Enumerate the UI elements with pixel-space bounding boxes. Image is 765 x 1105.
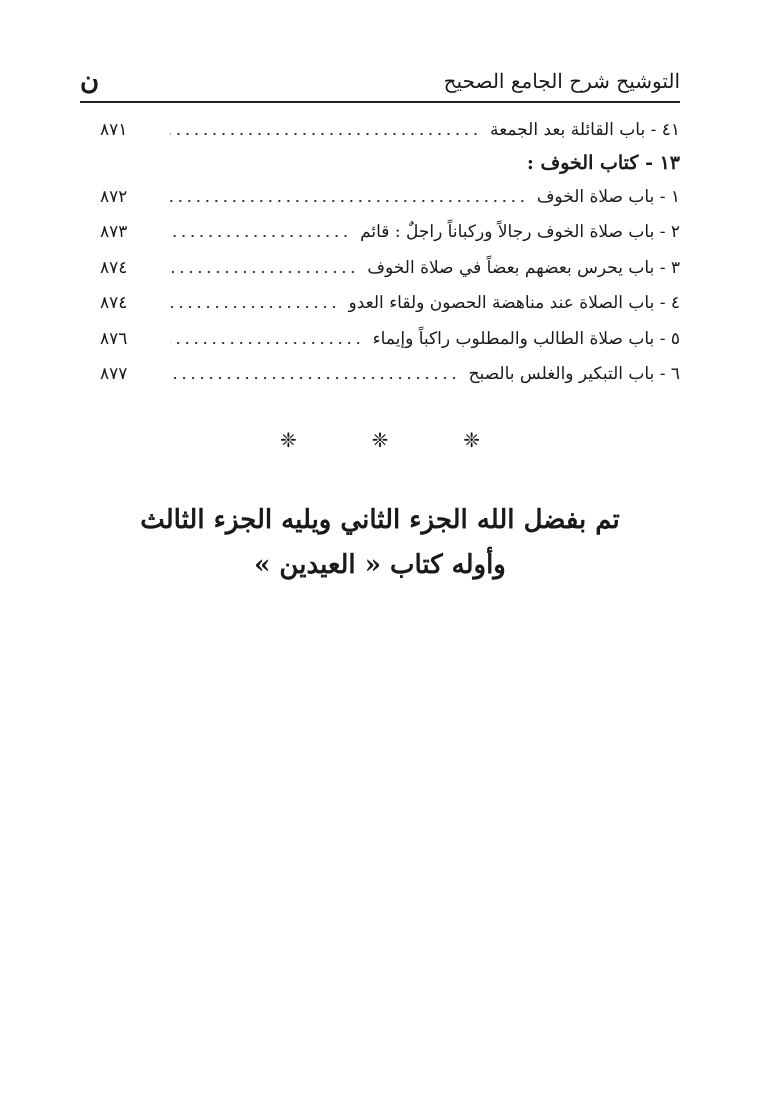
- toc-entry-page: ٨٧٤: [100, 293, 128, 313]
- dot-leader: [170, 217, 350, 247]
- toc-entry-label: ٥ - باب صلاة الطالب والمطلوب راكباً وإيماء: [372, 329, 680, 349]
- asterism-icon: ❈: [280, 428, 297, 452]
- asterism-icon: ❈: [463, 428, 480, 452]
- page-number-letter: ن: [80, 66, 100, 96]
- toc-entry-page: ٨٧٣: [100, 222, 128, 242]
- dot-leader: [170, 182, 527, 212]
- closing-line-2: وأوله كتاب « العيدين »: [254, 550, 506, 580]
- toc-entry-page: ٨٧٧: [100, 364, 128, 384]
- dot-leader: [170, 288, 339, 318]
- toc-entry-label: ٤ - باب الصلاة عند مناهضة الحصون ولقاء العدو: [348, 293, 680, 313]
- asterism-icon: ❈: [371, 428, 389, 452]
- toc-entry-page: ٨٧١: [100, 120, 128, 140]
- toc-entry: [100, 115, 680, 145]
- dot-leader: [170, 115, 480, 145]
- toc-entry: [100, 359, 680, 389]
- dot-leader: [170, 359, 459, 389]
- toc-entry: [100, 324, 680, 354]
- toc-entry: [100, 253, 680, 283]
- header-rule: [80, 101, 680, 103]
- toc-entry: [100, 182, 680, 212]
- running-title: التوشيح شرح الجامع الصحيح: [443, 69, 680, 93]
- toc-entry-page: ٨٧٦: [100, 329, 128, 349]
- toc-entry: [100, 217, 680, 247]
- dot-leader: [170, 324, 363, 354]
- toc-entry-page: ٨٧٤: [100, 258, 128, 278]
- toc-entry-label: ٣ - باب يحرس بعضهم بعضاً في صلاة الخوف: [367, 258, 680, 278]
- dot-leader: [170, 253, 357, 283]
- toc-entry-label: ١ - باب صلاة الخوف: [536, 187, 680, 207]
- toc-entry-page: ٨٧٢: [100, 187, 128, 207]
- section-separator: [280, 428, 480, 452]
- page-header: [80, 62, 680, 100]
- closing-line-1: تم بفضل الله الجزء الثاني ويليه الجزء الثالث: [140, 505, 620, 535]
- toc-entry-label: ٤١ - باب القائلة بعد الجمعة: [490, 120, 680, 140]
- toc-entry: [100, 288, 680, 318]
- section-heading: ١٣ - كتاب الخوف :: [526, 152, 680, 174]
- toc-entry-label: ٢ - باب صلاة الخوف رجالاً وركباناً راجلٌ : قائم: [360, 222, 680, 242]
- toc-entry-label: ٦ - باب التبكير والغلس بالصبح: [468, 364, 680, 384]
